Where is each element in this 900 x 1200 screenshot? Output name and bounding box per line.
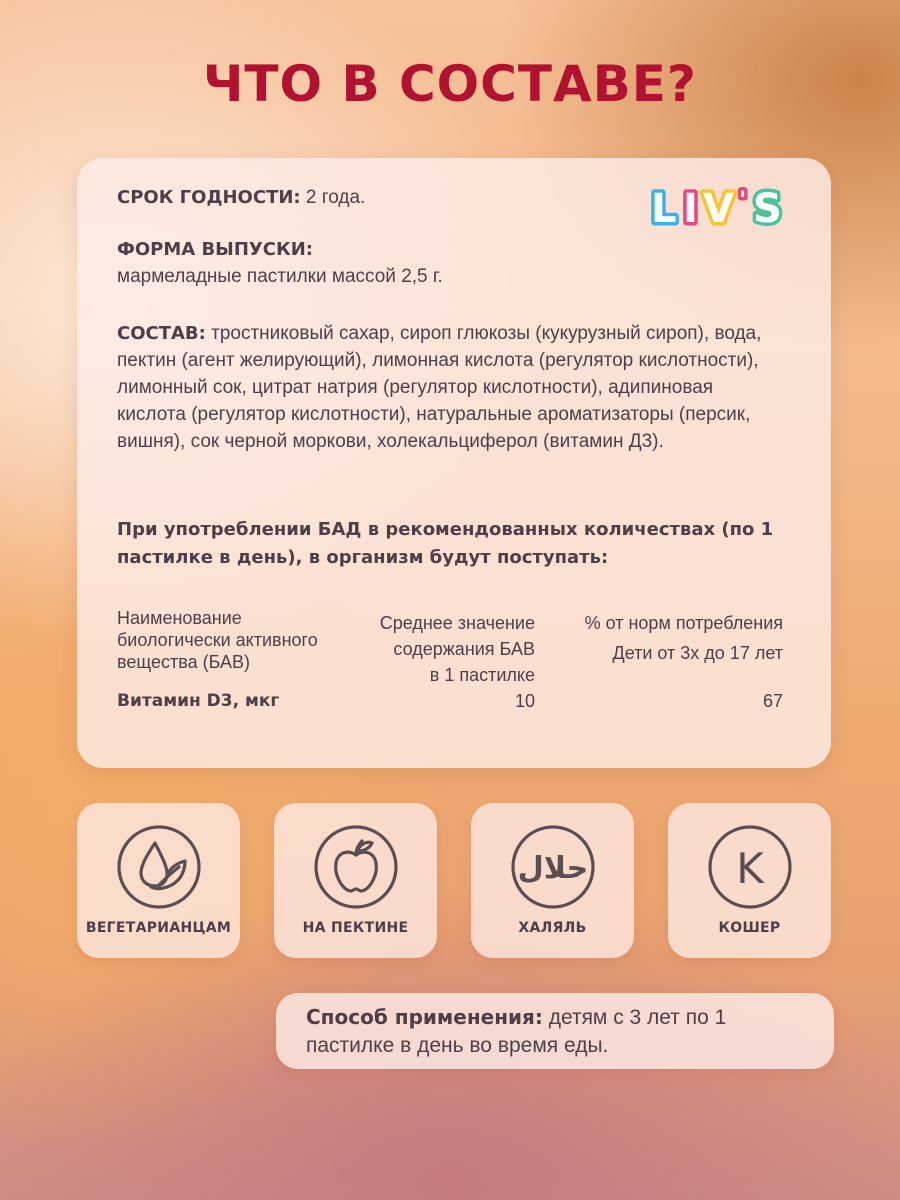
shelf-life-label: СРОК ГОДНОСТИ:	[117, 187, 301, 208]
badge-label: НА ПЕКТИНЕ	[302, 920, 409, 936]
usage-label: Способ применения:	[306, 1005, 543, 1029]
shelf-life	[117, 184, 797, 211]
composition	[117, 320, 787, 455]
release-form-value: мармеладные пастилки массой 2,5 г.	[117, 266, 443, 287]
leaf-drop-icon	[115, 823, 203, 911]
svg-text:V: V	[703, 186, 734, 230]
usage-box	[276, 993, 834, 1069]
badge-label: ХАЛЯЛЬ	[518, 920, 587, 936]
table-row-name: Витамин D3, мкг	[117, 691, 280, 711]
table-header-amount: Среднее значение содержания БАВ в 1 пастилке	[379, 613, 535, 685]
intake-note: При употреблении БАД в рекомендованных количествах (по 1 пастилке в день), в организм будут поступать:	[117, 519, 774, 568]
svg-text:L: L	[651, 186, 677, 230]
shelf-life-value: 2 года.	[300, 187, 366, 208]
badge-kosher	[668, 803, 831, 958]
release-form	[117, 236, 797, 290]
halal-icon	[509, 823, 597, 911]
badge-label: ВЕГЕТАРИАНЦАМ	[85, 920, 232, 936]
table-row-percent: 67	[762, 691, 783, 711]
composition-value: тростниковый сахар, сироп глюкозы (кукурузный сироп), вода, пектин (агент желирующий), лимонная кислота (регулятор кислотности), лимонный сок, цитрат натрия (регулятор кислотности), адипиновая кислота (регулятор кислотности), натуральные ароматизаторы (персик, вишня), сок черной моркови, холекальциферол (витамин Д3).	[117, 323, 762, 452]
release-form-label: ФОРМА ВЫПУСКИ:	[117, 239, 313, 260]
badge-label: КОШЕР	[718, 920, 781, 936]
table-header-percent: % от норм потребления Дети от 3х до 17 лет	[584, 613, 783, 663]
composition-label: СОСТАВ:	[117, 323, 206, 344]
table-row-amount: 10	[514, 691, 535, 711]
svg-text:': '	[739, 186, 747, 214]
table-header-name: Наименование биологически активного вещества (БАВ)	[117, 608, 318, 672]
page-title: ЧТО В СОСТАВЕ?	[203, 55, 697, 113]
kosher-icon	[706, 823, 794, 911]
badge-halal	[471, 803, 634, 958]
info-card	[77, 158, 831, 768]
badge-pectin	[274, 803, 437, 958]
apple-icon	[312, 823, 400, 911]
badge-vegetarian	[77, 803, 240, 958]
usage-value: детям с 3 лет по 1 пастилке в день во время еды.	[306, 1006, 727, 1057]
usage-text	[306, 1003, 816, 1060]
svg-text:S: S	[753, 186, 782, 230]
svg-text:I: I	[683, 186, 698, 230]
halal-glyph: حلال	[517, 851, 589, 886]
kosher-glyph: K	[736, 844, 764, 893]
